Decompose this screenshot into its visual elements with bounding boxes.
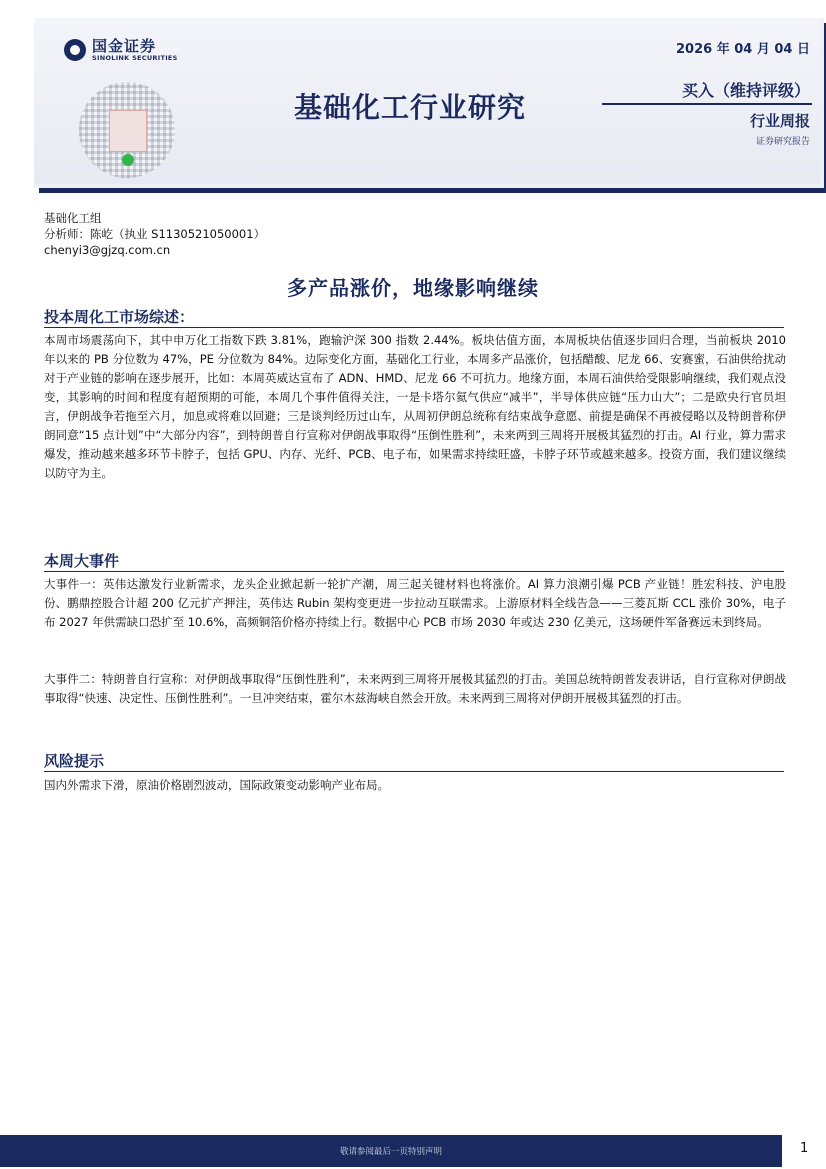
qr-code-icon bbox=[79, 82, 175, 178]
author-info bbox=[44, 210, 265, 258]
wechat-icon bbox=[122, 154, 134, 166]
section-divider bbox=[44, 327, 784, 328]
page-number: 1 bbox=[800, 1141, 809, 1156]
rating-divider bbox=[602, 103, 812, 105]
report-headline: 多产品涨价，地缘影响继续 bbox=[287, 276, 539, 300]
report-date: 2026 年 04 月 04 日 bbox=[676, 42, 810, 57]
footer-disclaimer[interactable]: 敬请参阅最后一页特别声明 bbox=[339, 1147, 442, 1157]
section-title-risk: 风险提示 bbox=[44, 752, 105, 770]
market-summary-text: 本周市场震荡向下，其中申万化工指数下跌 3.81%，跑输沪深 300 指数 2.44%。板块估值方面，本周板块估值逐步回归合理，当前板块 2010 年以来的 PB 分位数为 47%，PE 分位数为 84%。边际变化方面，基础化工行业，本周多产品涨价，包括醋酸、尼龙 66、安赛蜜，石油供给扰动对于产业链的影响在逐步展开，比如：本周英威达宣布了 ADN、HMD、尼龙 66 不可抗力。地缘方面，本周石油供给受限影响继续，我们观点没变，其影响的时间和程度有超预期的可能，本周几个事件值得关注，一是卡塔尔氦气供应“减半”，半导体供应链“压力山大”；二是欧央行官员坦言，伊朗战争若拖至六月，加息或将难以回避；三是谈判经历过山车，从周初伊朗总统称有结束战争意愿、前提是确保不再被侵略以及特朗普称伊朗同意“15 点计划”中“大部分内容”，到特朗普自行宣称对伊朗战事取得“压倒性胜利”，未来两到三周将开展极其猛烈的打击。AI 行业，算力需求爆发，推动越来越多环节卡脖子，包括 GPU、内存、光纤、PCB、电子布，如果需求持续旺盛，卡脖子环节或越来越多。投资方面，我们建议继续以防守为主。 bbox=[44, 333, 786, 480]
brand-mark-icon bbox=[64, 39, 86, 61]
team-name: 基础化工组 bbox=[44, 211, 102, 225]
header-panel bbox=[34, 18, 820, 184]
report-type: 行业周报 bbox=[749, 112, 810, 130]
brand-name-en: SINOLINK SECURITIES bbox=[92, 54, 178, 62]
section-title-market: 投本周化工市场综述： bbox=[44, 308, 195, 326]
report-title: 基础化工行业研究 bbox=[294, 91, 527, 124]
qr-center-logo bbox=[109, 110, 147, 152]
analyst-email[interactable]: chenyi3@gjzq.com.cn bbox=[44, 243, 171, 257]
brand-name-cn: 国金证券 bbox=[92, 37, 157, 55]
brand-logo bbox=[64, 38, 178, 62]
event-1-text: 大事件一：英伟达激发行业新需求，龙头企业掀起新一轮扩产潮，周三起关键材料也将涨价。AI 算力浪潮引爆 PCB 产业链！胜宏科技、沪电股份、鹏鼎控股合计超 200 亿元扩产押注，英伟达 Rubin 架构变更进一步拉动互联需求。上游原材料全线告急——三菱瓦斯 CCL 涨价 30%，电子布 2027 年供需缺口恐扩至 10.6%，高频铜箔价格亦持续上行。数据中心 PCB 市场 2030 年或达 230 亿美元，这场硬件军备赛远未到终局。 bbox=[44, 577, 786, 629]
section-divider bbox=[44, 571, 784, 572]
report-subtype: 证券研究报告 bbox=[755, 137, 810, 147]
section-divider bbox=[44, 771, 784, 772]
rating-label: 买入（维持评级） bbox=[681, 81, 810, 100]
risk-text: 国内外需求下滑，原油价格剧烈波动，国际政策变动影响产业布局。 bbox=[44, 778, 389, 792]
event-2-text: 大事件二：特朗普自行宣称：对伊朗战事取得“压倒性胜利”，未来两到三周将开展极其猛烈的打击。美国总统特朗普发表讲话，自行宣称对伊朗战事取得“快速、决定性、压倒性胜利”。一旦冲突结束，霍尔木兹海峡自然会开放。未来两到三周将对伊朗开展极其猛烈的打击。 bbox=[44, 672, 786, 705]
report-header bbox=[34, 18, 824, 188]
analyst-name: 分析师：陈屹（执业 S1130521050001） bbox=[44, 227, 266, 241]
section-title-events: 本周大事件 bbox=[44, 552, 120, 570]
